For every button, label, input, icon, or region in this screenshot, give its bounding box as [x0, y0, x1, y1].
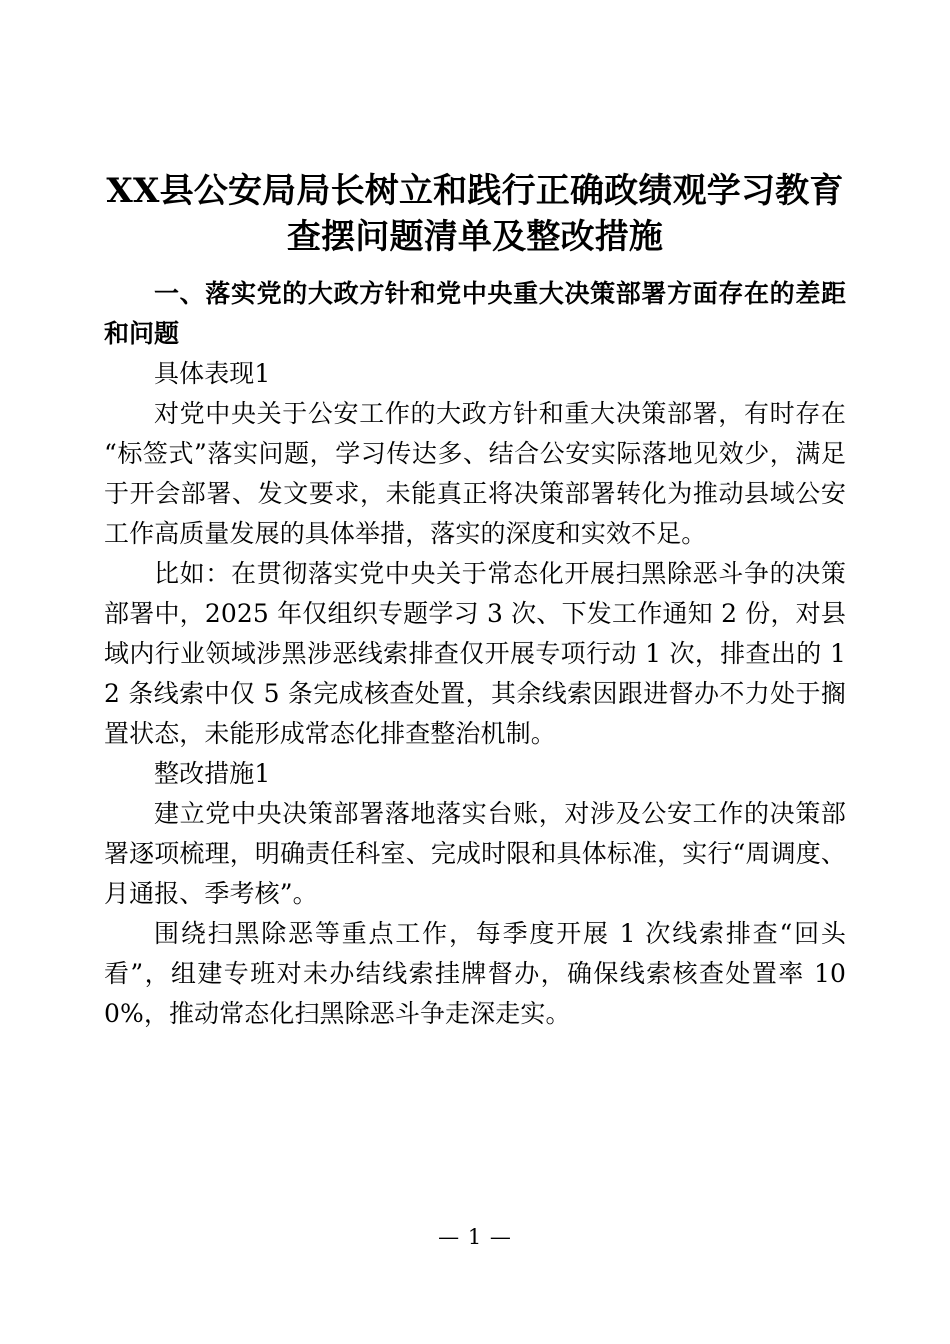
document-content [104, 0, 846, 1034]
manifestation-body-1: 对党中央关于公安工作的大政方针和重大决策部署，有时存在“标签式”落实问题，学习传达多、结合公安实际落地见效少，满足于开会部署、发文要求，未能真正将决策部署转化为推动县域公安工作高质量发展的具体举措，落实的深度和实效不足。 [104, 399, 846, 548]
rectification-body-1: 建立党中央决策部署落地落实台账，对涉及公安工作的决策部署逐项梳理，明确责任科室、完成时限和具体标准，实行“周调度、月通报、季考核”。 [104, 799, 846, 908]
section-heading-1: 一、落实党的大政方针和党中央重大决策部署方面存在的差距和问题 [104, 279, 846, 348]
page-title: XX县公安局局长树立和践行正确政绩观学习教育查摆问题清单及整改措施 [106, 171, 844, 257]
rectification-label-1: 整改措施1 [154, 759, 271, 788]
example-body-1: 比如：在贯彻落实党中央关于常态化开展扫黑除恶斗争的决策部署中，2025 年仅组织专题学习 3 次、下发工作通知 2 份，对县域内行业领域涉黑涉恶线索排查仅开展专项行动 1 次，排查出的 12 条线索中仅 5 条完成核查处置，其余线索因跟进督办不力处于搁置状态，未能形成常态化排查整治机制。 [104, 559, 846, 748]
page-number-footer: — 1 — [438, 1225, 512, 1249]
manifestation-label-1: 具体表现1 [154, 359, 271, 388]
rectification-body-2: 围绕扫黑除恶等重点工作，每季度开展 1 次线索排查“回头看”，组建专班对未办结线索挂牌督办，确保线索核查处置率 100%，推动常态化扫黑除恶斗争走深走实。 [104, 919, 846, 1028]
